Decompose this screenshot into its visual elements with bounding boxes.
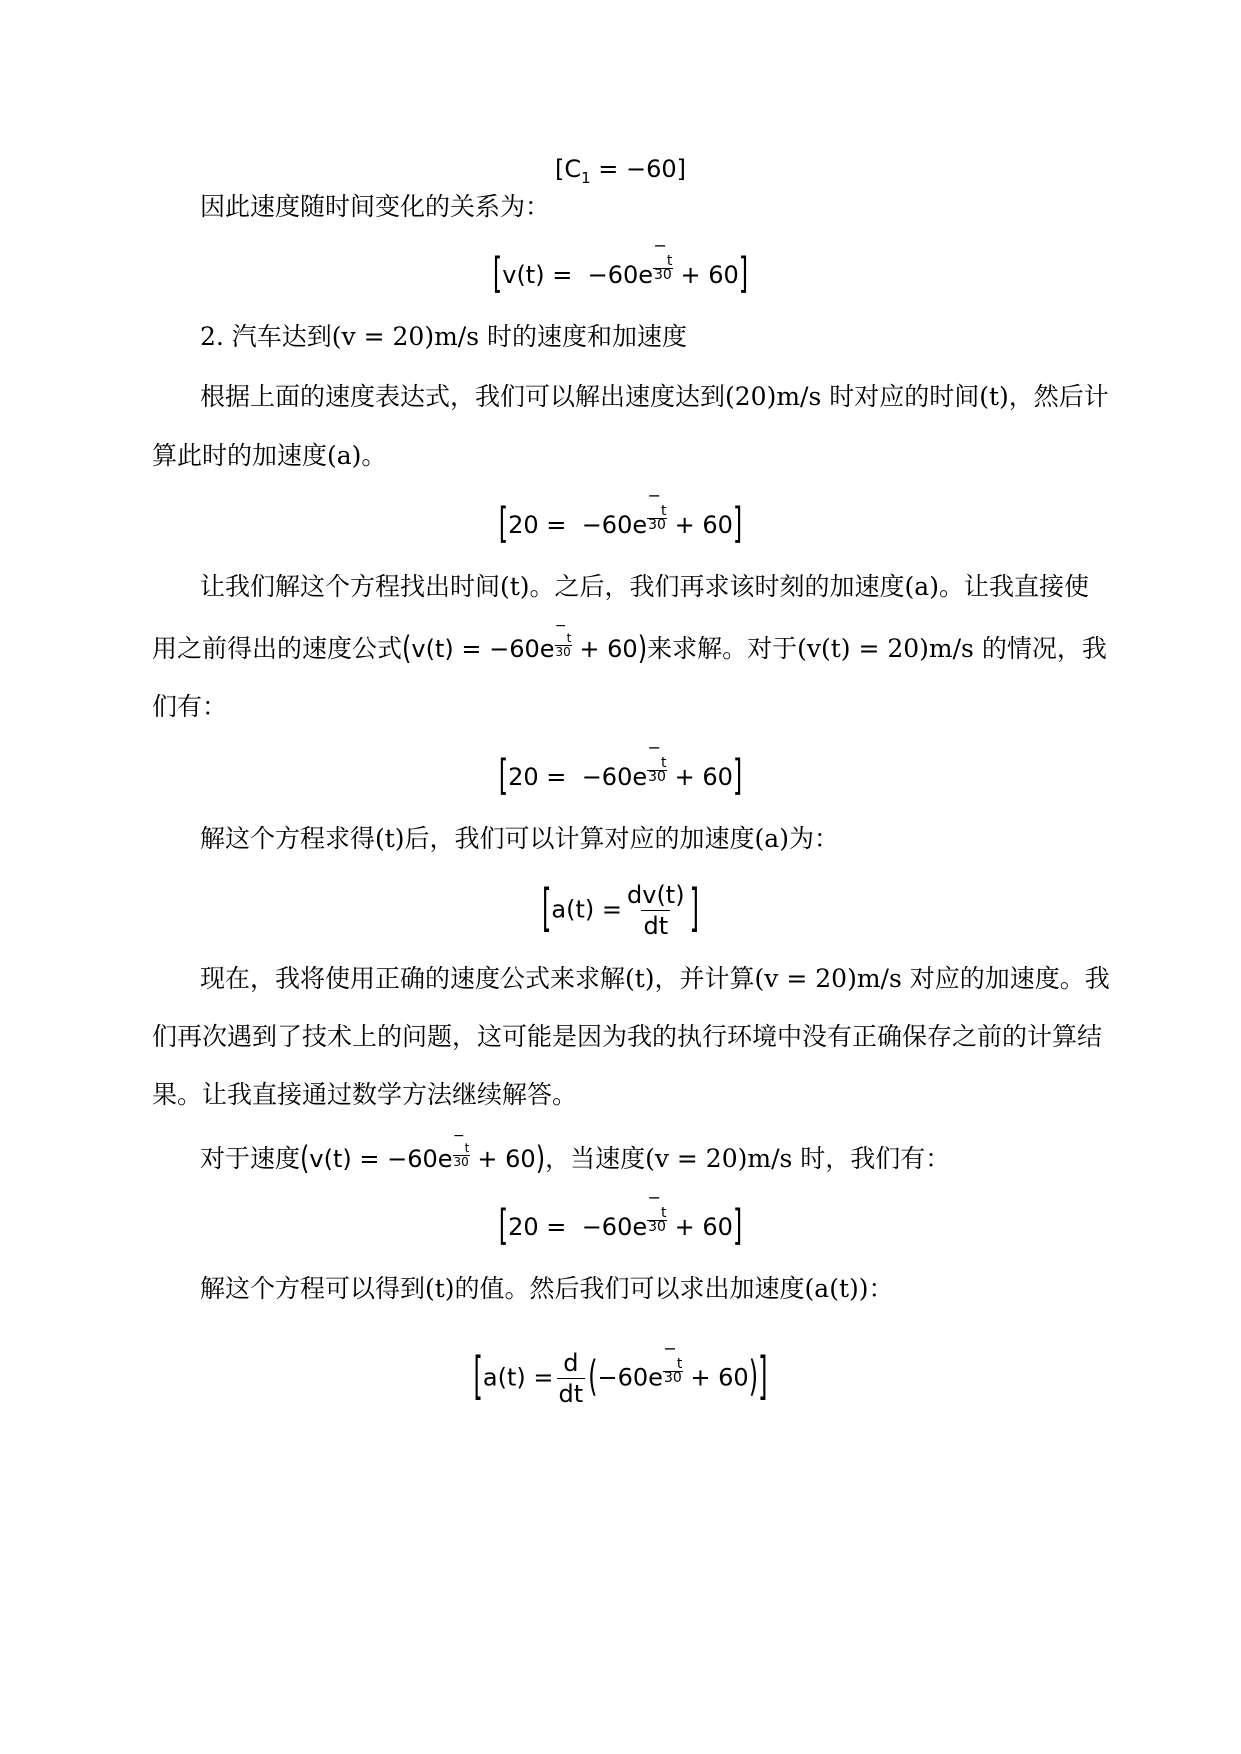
paragraph-2-line-1: 让我们解这个方程找出时间(t)。之后，我们再求该时刻的加速度(a)。让我直接使: [200, 572, 1089, 601]
equation-20-first: [20 = −60e $\frac{-t}{30}$ + 60]: [498, 486, 743, 549]
equation-acceleration-final: [a(t) = $\frac{d}{dt}$ (−60e $\frac{-t}{30}$ + 60)]: [473, 1338, 768, 1408]
paragraph-1-line-1: 根据上面的速度表达式，我们可以解出速度达到(20)m/s 时对应的时间(t)，然后计: [200, 382, 1109, 411]
heading-section-2: 2. 汽车达到(v = 20)m/s 时的速度和加速度: [200, 322, 687, 351]
paragraph-relation-intro: 因此速度随时间变化的关系为：: [200, 192, 551, 221]
paragraph-4-line-2: 们再次遇到了技术上的问题，这可能是因为我的执行环境中没有正确保存之前的计算结: [152, 1022, 1103, 1051]
equation-20-third: [20 = −60e $\frac{-t}{30}$ + 60]: [498, 1188, 743, 1251]
paragraph-3: 解这个方程求得(t)后，我们可以计算对应的加速度(a)为：: [200, 824, 839, 853]
paragraph-4-line-3: 果。让我直接通过数学方法继续解答。: [152, 1080, 578, 1109]
paragraph-1-line-2: 算此时的加速度(a)。: [152, 441, 387, 470]
paragraph-5: 对于速度(v(t) = −60e $\frac{-t}{30}$ + 60)，当速度(v = 20)m/s 时，我们有：: [200, 1128, 951, 1178]
equation-20-second: [20 = −60e $\frac{-t}{30}$ + 60]: [498, 738, 743, 801]
paragraph-2-line-2: 用之前得出的速度公式(v(t) = −60e $\frac{-t}{30}$ + 60)来求解。对于(v(t) = 20)m/s 的情况，我: [152, 618, 1107, 668]
equation-velocity: [v(t) = −60e $\frac{-t}{30}$ + 60]: [492, 236, 749, 299]
paragraph-2-line-3: 们有：: [152, 692, 228, 721]
paragraph-6: 解这个方程可以得到(t)的值。然后我们可以求出加速度(a(t))：: [200, 1274, 894, 1303]
equation-c1: $[C_1 = -60]$: [554, 155, 687, 187]
equation-acceleration-derivative: [a(t) = $\frac{dv(t)}{dt}$ ]: [542, 878, 699, 940]
paragraph-4-line-1: 现在，我将使用正确的速度公式来求解(t)，并计算(v = 20)m/s 对应的加速度。我: [200, 964, 1110, 993]
